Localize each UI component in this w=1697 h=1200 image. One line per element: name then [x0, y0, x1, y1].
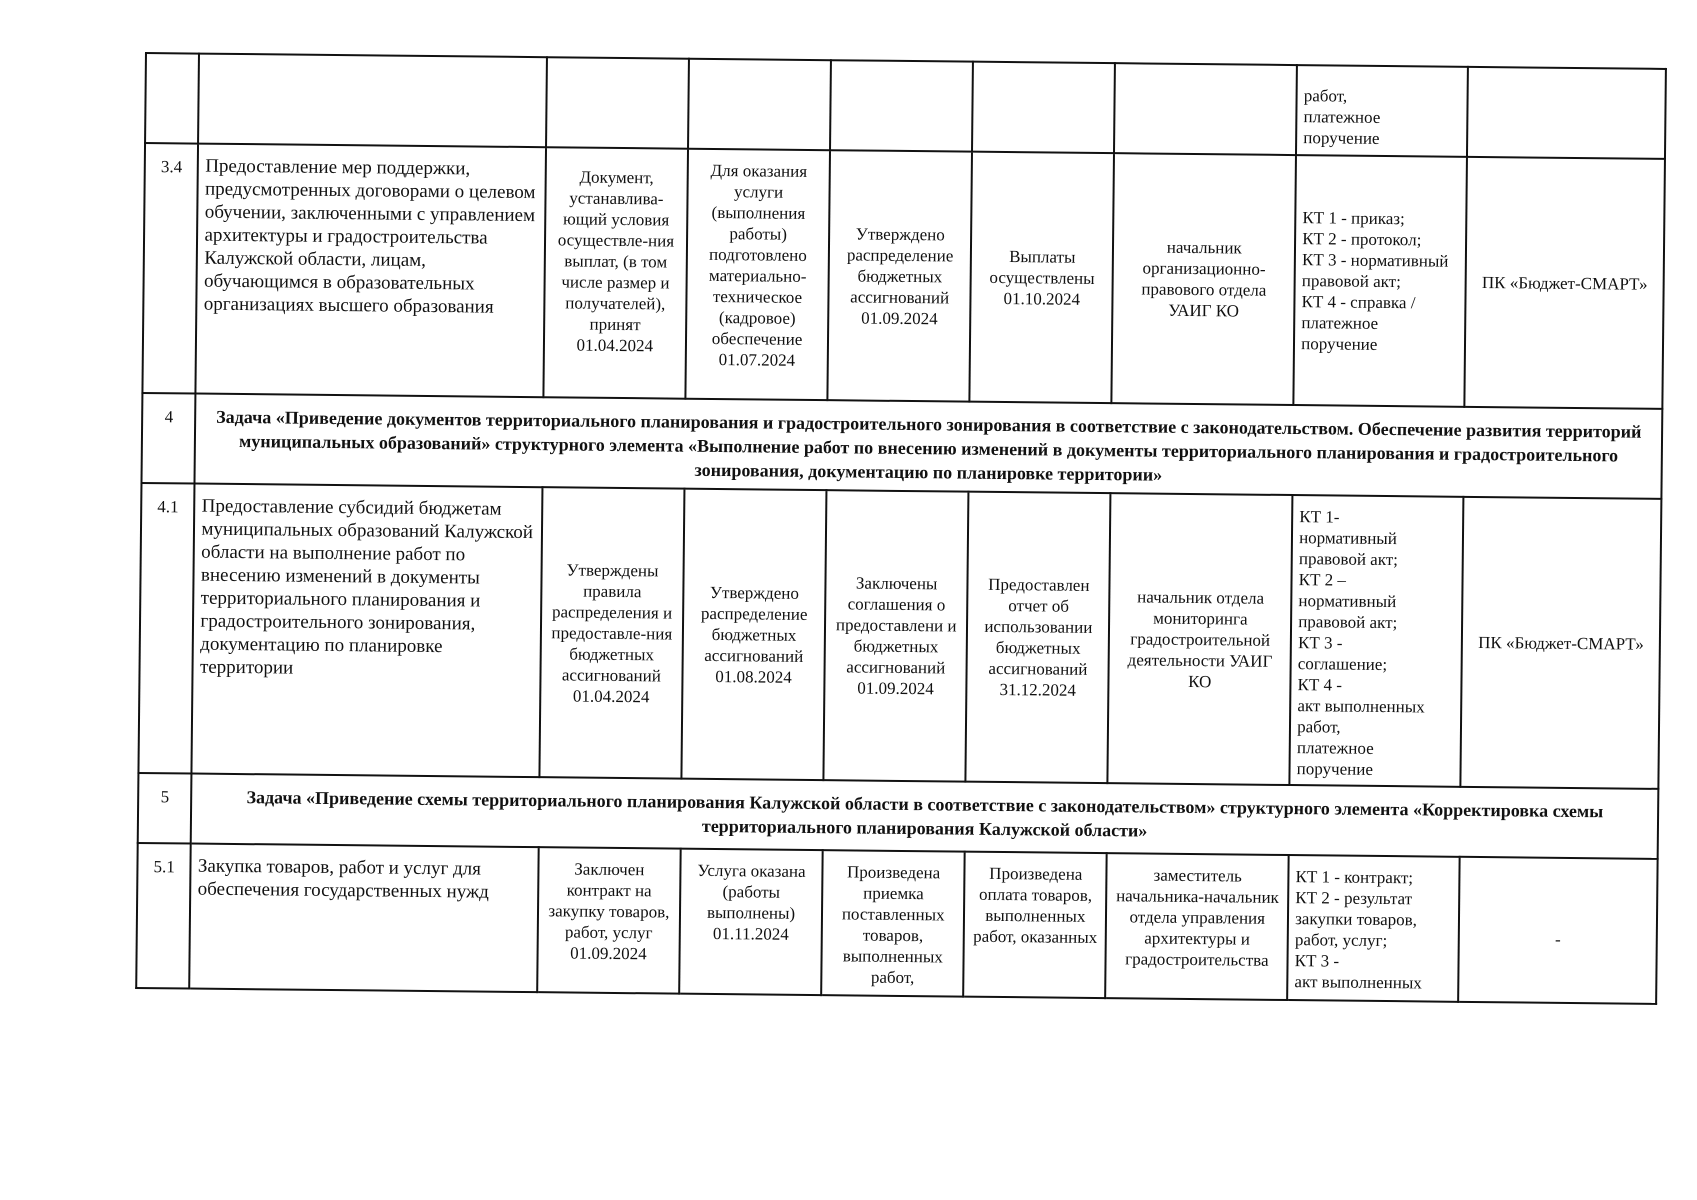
row-number [145, 53, 199, 144]
control-documents: КТ 1 - приказ; КТ 2 - протокол; КТ 3 - нормативный правовой акт; КТ 4 - справка / платежное поручение [1294, 155, 1468, 407]
control-documents: КТ 1- нормативный правовой акт; КТ 2 – нормативный правовой акт; КТ 3 - соглашение; КТ 4 - акт выполненных работ, платежное поручение [1290, 495, 1464, 787]
task-prefix: Задача [246, 787, 307, 808]
responsible-person [1114, 63, 1297, 155]
task-prefix: Задача [216, 406, 276, 428]
table-row-5-1 [136, 843, 1657, 1004]
information-system: ПК «Бюджет-СМАРТ» [1465, 157, 1665, 409]
information-system [1467, 67, 1666, 159]
table-row-task-4 [141, 393, 1662, 499]
checkpoint-3 [830, 60, 973, 151]
table-row-continuation [145, 53, 1666, 159]
checkpoint-3: Произведена приемка поставленных товаров, выполненных работ, [821, 850, 965, 996]
table-row-3-4 [142, 143, 1665, 409]
checkpoint-2: Утверждено распределение бюджетных ассигнований 01.08.2024 [681, 489, 826, 780]
control-documents: КТ 1 - контракт; КТ 2 - результат закупки товаров, работ, услуг; КТ 3 - акт выполненных [1287, 855, 1460, 1002]
responsible-person: заместитель начальника-начальник отдела управления архитектуры и градостроительства [1106, 853, 1289, 1000]
row-number: 4 [141, 393, 195, 484]
checkpoint-2: Для оказания услуги (выполнения работы) подготовлено материально-техническое (кадровое) обеспечение 01.07.2024 [685, 149, 830, 400]
checkpoint-4: Произведена оплата товаров, выполненных работ, оказанных [963, 852, 1107, 998]
checkpoint-3: Утверждено распределение бюджетных ассигнований 01.09.2024 [828, 150, 973, 401]
checkpoint-1: Утверждены правила распределения и предоставле-ния бюджетных ассигнований 01.04.2024 [539, 487, 684, 778]
row-number: 4.1 [138, 483, 194, 774]
table-row-4-1 [138, 483, 1661, 789]
task-heading [195, 394, 1662, 499]
checkpoint-1: Заключен контракт на закупку товаров, работ, услуг 01.09.2024 [537, 847, 681, 993]
control-documents: работ, платежное поручение [1296, 65, 1468, 157]
checkpoint-4: Предоставлен отчет об использовании бюджетных ассигнований 31.12.2024 [966, 492, 1111, 783]
task-text: «Приведение схемы территориального планирования Калужской области в соответствие с законодательством» структурного элемента «Корректировка схемы территориального планирования Калужской области» [305, 787, 1604, 841]
information-system: - [1458, 857, 1657, 1004]
row-number: 5.1 [136, 843, 191, 989]
checkpoint-1: Документ, устанавлива-ющий условия осуществле-ния выплат, (в том числе размер и получателей), принят 01.04.2024 [543, 147, 688, 398]
activity-name [198, 54, 546, 148]
information-system: ПК «Бюджет-СМАРТ» [1461, 497, 1662, 789]
checkpoint-2 [688, 59, 831, 150]
row-number: 5 [138, 773, 192, 844]
activities-table [135, 52, 1667, 1005]
responsible-person: начальник организационно-правового отдела УАИГ КО [1112, 153, 1296, 405]
activity-name: Предоставление мер поддержки, предусмотренных договорами о целевом обучении, заключенными с управлением архитектуры и градостроительства Калужской области, лицам, обучающимся в образовательных организациях высшего образования [196, 144, 546, 398]
checkpoint-2: Услуга оказана (работы выполнены) 01.11.2024 [679, 849, 823, 995]
task-text: «Приведение документов территориального планирования и градостроительного зонирования в соответствие с законодательством. Обеспечение развития территорий муниципальных образований» структурного элемента «Выполнение работ по внесению изменений в документы территориального планирования и градостроительного зонирования, документацию по планировке территории» [238, 407, 1642, 485]
responsible-person: начальник отдела мониторинга градостроительной деятельности УАИГ КО [1108, 493, 1293, 785]
row-number: 3.4 [142, 143, 198, 394]
activity-name: Предоставление субсидий бюджетам муниципальных образований Калужской области на выполнение работ по внесению изменений в документы территориального планирования и градостроительного зонирования, документацию по планировке территории [192, 484, 542, 778]
checkpoint-4 [972, 62, 1115, 153]
checkpoint-4: Выплаты осуществлены 01.10.2024 [970, 152, 1115, 403]
checkpoint-1 [546, 57, 689, 148]
checkpoint-3: Заключены соглашения о предоставлени и бюджетных ассигнований 01.09.2024 [824, 490, 969, 781]
activity-name: Закупка товаров, работ и услуг для обеспечения государственных нужд [190, 844, 539, 993]
